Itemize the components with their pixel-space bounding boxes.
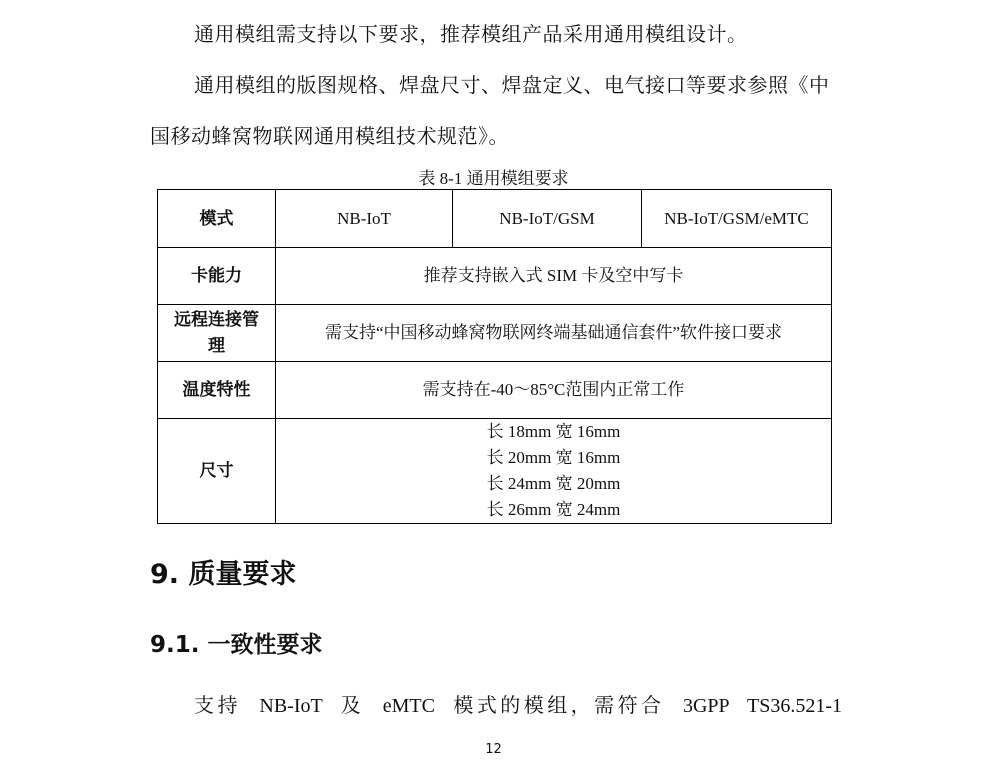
row-label-temperature: 温度特性: [158, 362, 276, 419]
paragraph-intro: 通用模组需支持以下要求，推荐模组产品采用通用模组设计。: [194, 24, 748, 46]
row-label-mode: 模式: [158, 190, 276, 248]
size-value: 长 24mm 宽 20mm: [486, 474, 621, 493]
row-label-card: 卡能力: [158, 248, 276, 305]
paragraph-conformance: 支持 NB-IoT 及 eMTC 模式的模组，需符合 3GPP TS36.521-1: [194, 695, 842, 717]
mode-cell: NB-IoT/GSM: [453, 190, 642, 248]
table-caption: 表 8-1 通用模组要求: [418, 169, 569, 188]
size-cell: [276, 419, 832, 524]
module-requirements-table: [157, 189, 832, 524]
temperature-cell: 需支持在-40～85°C范围内正常工作: [276, 362, 832, 419]
row-label-size: 尺寸: [158, 419, 276, 524]
size-value: 长 26mm 宽 24mm: [486, 500, 621, 519]
card-capability-cell: 推荐支持嵌入式 SIM 卡及空中写卡: [276, 248, 832, 305]
table-row: [158, 305, 832, 362]
mode-cell: NB-IoT: [276, 190, 453, 248]
size-value: 长 20mm 宽 16mm: [486, 448, 621, 467]
mode-cell: NB-IoT/GSM/eMTC: [642, 190, 832, 248]
paragraph-spec-reference: 通用模组的版图规格、焊盘尺寸、焊盘定义、电气接口等要求参照《中国移动蜂窝物联网通用模组技术规范》。: [150, 75, 830, 148]
table-row: [158, 362, 832, 419]
row-label-remote: 远程连接管理: [158, 305, 276, 362]
subsection-heading-conformance: 9.1. 一致性要求: [150, 632, 323, 658]
table-row: [158, 248, 832, 305]
size-value: 长 18mm 宽 16mm: [486, 422, 621, 441]
table-row: [158, 419, 832, 524]
table-row: [158, 190, 832, 248]
section-heading-quality: 9. 质量要求: [150, 559, 297, 590]
page-number: 12: [485, 742, 502, 757]
remote-management-cell: 需支持“中国移动蜂窝物联网终端基础通信套件”软件接口要求: [276, 305, 832, 362]
